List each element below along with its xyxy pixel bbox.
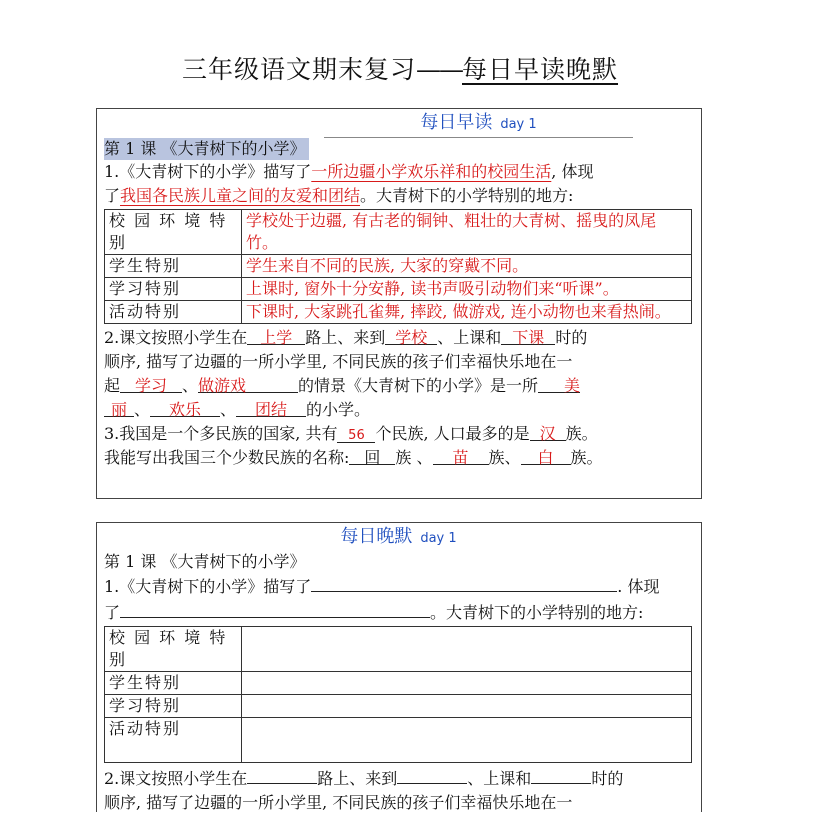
q2-text: 时的 [555,328,588,347]
evening-q1-line1 [104,573,693,599]
feature-value: 学生来自不同的民族, 大家的穿戴不同。 [242,255,692,278]
q3-text: 3.我国是一个多民族的国家, 共有 [104,424,338,443]
q1-blank[interactable] [120,599,430,618]
q2-blank[interactable] [247,765,317,784]
q2-text: 路上、来到 [305,328,386,347]
q2-text: 、 [134,400,151,419]
q2-text: 时的 [591,769,624,788]
table-row [105,672,692,695]
feature-blank[interactable] [242,627,692,672]
q1-text: 。大青树下的小学特别的地方: [360,186,574,205]
q2-text: 2.课文按照小学生在 [104,769,248,788]
feature-key: 校 园 环 境 特 别 [105,627,242,672]
morning-heading-text: 每日早读 [420,112,493,133]
q2-answer: 学习 [120,374,182,393]
table-row [105,695,692,718]
q2-text: 、上课和 [467,769,532,788]
q2-text: 路上、来到 [317,769,398,788]
morning-heading [324,109,633,138]
table-row [105,255,692,278]
title-sub: 每日早读晚默 [462,55,619,84]
feature-blank[interactable] [242,695,692,718]
q2-text: 的情景《大青树下的小学》是一所 [298,376,539,395]
morning-q1-line2 [104,184,693,208]
evening-q2-line2: 顺序, 描写了边疆的一所小学里, 不同民族的孩子们幸福快乐地在一 [104,793,573,812]
q1-text: 了 [104,603,121,622]
feature-value: 下课时, 大家跳孔雀舞, 摔跤, 做游戏, 连小动物也来看热闹。 [242,301,692,324]
q3-answer: 56 [337,424,375,443]
q2-answer: 学校 [385,326,437,345]
title-dash: —— [416,55,462,84]
q3-text: 族 、 [395,448,433,467]
evening-q1-line2 [104,599,693,625]
evening-day-label: day 1 [420,531,457,546]
feature-key: 学习特别 [105,695,242,718]
evening-dictation-section [96,522,702,812]
morning-day-label: day 1 [500,117,537,132]
q2-text: 、 [220,400,237,419]
q3-text: 族。 [565,424,598,443]
table-row [105,718,692,763]
q3-answer: 白 [521,446,571,465]
q1-text: 。大青树下的小学特别的地方: [430,603,644,622]
morning-q2-line4 [104,398,693,422]
table-row [105,278,692,301]
title-main: 三年级语文期末复习 [181,55,416,84]
q2-answer: 丽 [104,398,134,417]
q3-answer: 苗 [433,446,489,465]
feature-key: 活动特别 [105,718,242,763]
q2-blank[interactable] [397,765,467,784]
morning-q3-line2 [104,446,693,470]
q2-text: 、 [182,376,199,395]
q3-answer: 回 [349,446,395,465]
q1-text: 1.《大青树下的小学》描写了 [104,162,312,181]
evening-features-table [104,626,692,763]
morning-q2-line2: 顺序, 描写了边疆的一所小学里, 不同民族的孩子们幸福快乐地在一 [104,352,573,371]
evening-lesson-title: 第 1 课 《大青树下的小学》 [104,552,306,571]
morning-q2-line3 [104,374,693,398]
q2-text: 2.课文按照小学生在 [104,328,248,347]
evening-q2-line1 [104,765,693,791]
q1-text: 了 [104,186,121,205]
q2-answer: 上学 [247,326,305,345]
q1-answer-2: 我国各民族儿童之间的友爱和团结 [120,186,361,205]
q2-answer: 下课 [501,326,555,345]
table-row [105,627,692,672]
feature-key: 学生特别 [105,672,242,695]
feature-key: 活动特别 [105,301,242,324]
page-title [0,50,800,86]
q2-text: 的小学。 [306,400,371,419]
evening-heading-text: 每日晚默 [340,526,413,547]
morning-reading-section [96,108,702,499]
q3-text: 族。 [570,448,603,467]
q2-answer: 做游戏 [198,374,298,393]
q1-blank[interactable] [311,573,617,592]
q3-text: 我能写出我国三个少数民族的名称: [104,448,350,467]
table-row [105,301,692,324]
feature-key: 学生特别 [105,255,242,278]
feature-value: 上课时, 窗外十分安静, 读书声吸引动物们来“听课”。 [242,278,692,301]
q2-answer: 团结 [236,398,306,417]
evening-heading [104,523,693,551]
morning-lesson-title: 第 1 课 《大青树下的小学》 [104,138,309,160]
q3-text: 个民族, 人口最多的是 [375,424,530,443]
q2-answer: 欢乐 [150,398,220,417]
morning-features-table [104,209,692,324]
q2-text: 、上课和 [437,328,502,347]
q2-answer: 美 [538,374,580,393]
feature-key: 校 园 环 境 特 别 [105,210,242,255]
morning-q2-line1 [104,326,693,350]
q3-answer: 汉 [530,422,566,441]
morning-q1-line1 [104,160,693,184]
q1-text: , 体现 [551,162,594,181]
q1-answer-1: 一所边疆小学欢乐祥和的校园生活 [311,162,552,181]
morning-q3-line1 [104,422,693,446]
feature-key: 学习特别 [105,278,242,301]
q1-text: 1.《大青树下的小学》描写了 [104,577,312,596]
q3-text: 族、 [488,448,521,467]
feature-blank[interactable] [242,672,692,695]
q2-text: 起 [104,376,121,395]
feature-blank[interactable] [242,718,692,763]
table-row [105,210,692,255]
feature-value: 学校处于边疆, 有古老的铜钟、粗壮的大青树、摇曳的凤尾竹。 [242,210,692,255]
q1-text: . 体现 [617,577,660,596]
q2-blank[interactable] [531,765,591,784]
